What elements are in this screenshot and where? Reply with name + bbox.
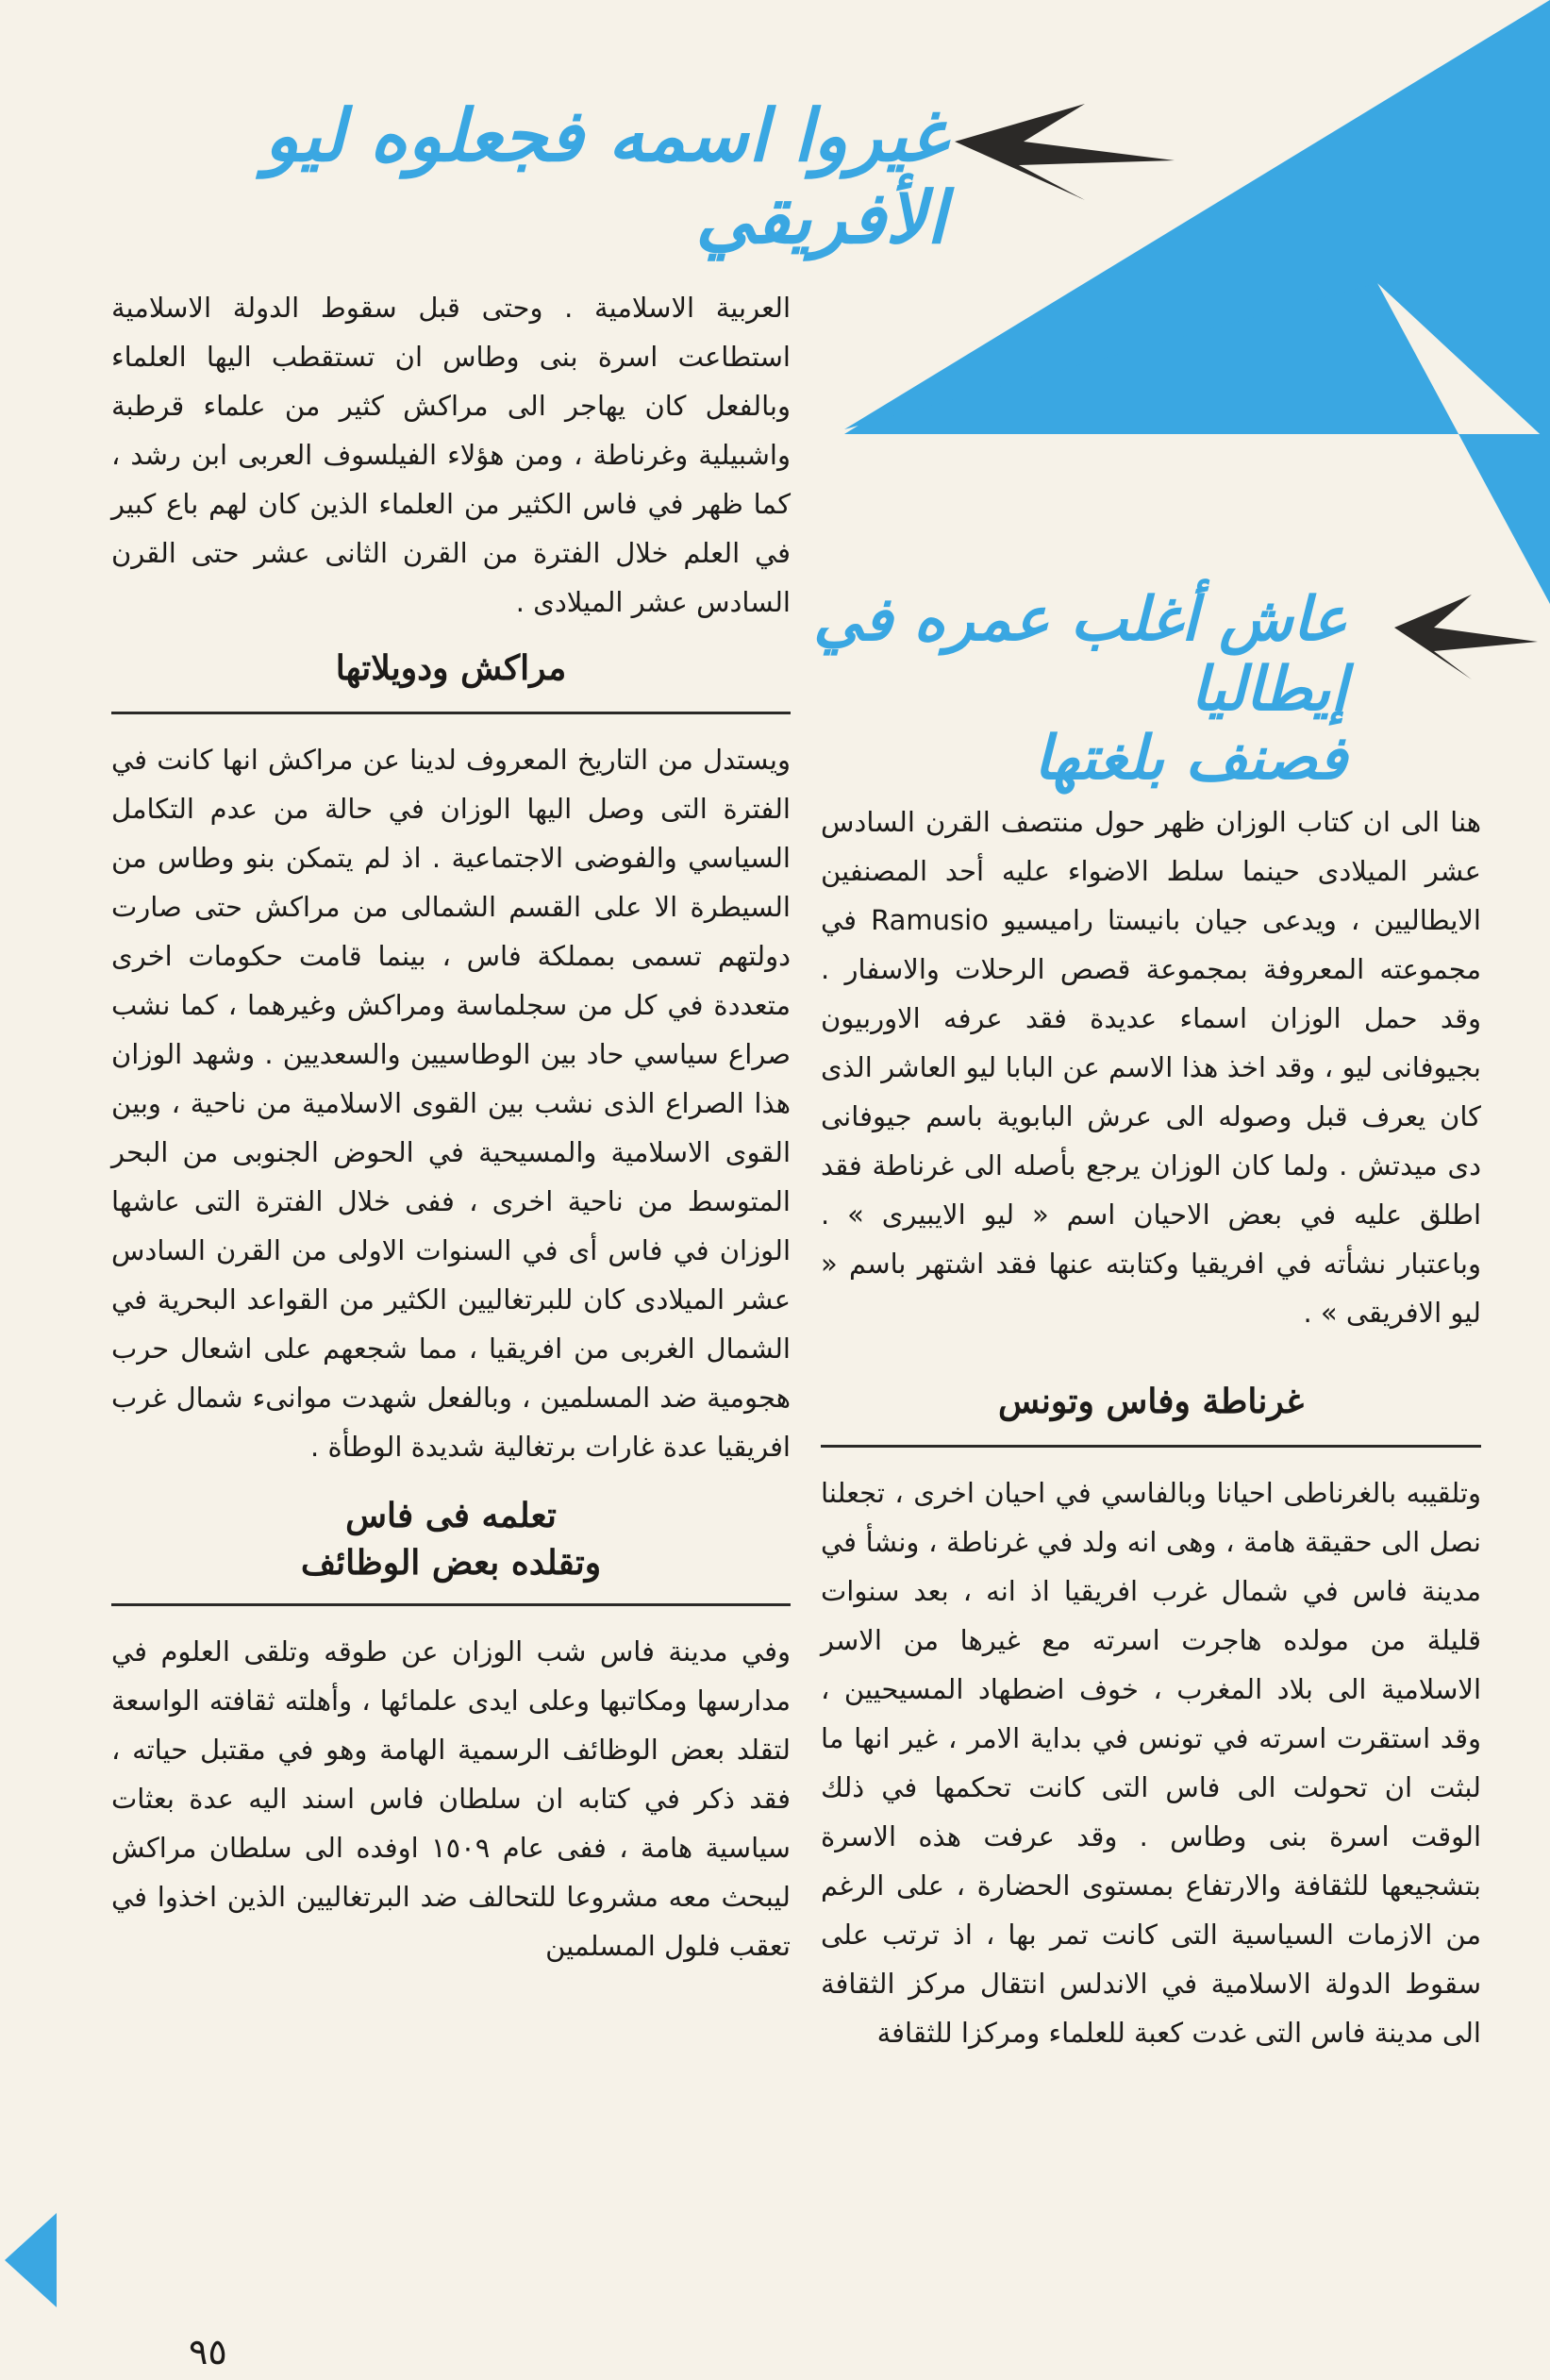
divider [111, 1603, 791, 1606]
left-paragraph-3: وفي مدينة فاس شب الوزان عن طوقه وتلقى العلوم في مدارسها ومكاتبها وعلى ايدى علمائها ، وأهلته ثقافته الواسعة لتقلد بعض الوظائف الرسمية الهامة وهو في مقتبل حياته ، فقد ذكر في كتابه ان سلطان فاس اسند اليه عدة بعثات سياسية هامة ، ففى عام ١٥٠٩ اوفده الى سلطان مراكش ليبحث معه مشروعا للتحالف ضد البرتغاليين الذين اخذوا في تعقب فلول المسلمين [111, 1635, 791, 1962]
left-column [111, 283, 791, 1970]
main-headline: غيروا اسمه فجعلوه ليو الأفريقي [264, 93, 946, 260]
side-headline [696, 585, 1347, 794]
subheading-granada: غرناطة وفاس وتونس [997, 1382, 1305, 1421]
page-number: ٩٥ [189, 2331, 227, 2372]
side-headline-line2: فصنف بلغتها [1033, 723, 1347, 795]
right-column [821, 797, 1481, 2057]
arrow-pointer-top-icon [955, 104, 1175, 200]
subheading-education-line1: تعلمه فى فاس [345, 1496, 557, 1535]
left-paragraph-1: العربية الاسلامية . وحتى قبل سقوط الدولة الاسلامية استطاعت اسرة بنى وطاس ان تستقطب اليها العلماء وبالفعل كان يهاجر الى مراكش كثير من علماء قرطبة واشبيلية وغرناطة ، ومن هؤلاء الفيلسوف العربى ابن رشد ، كما ظهر في فاس الكثير من العلماء الذين كان لهم باع كبير في العلم خلال الفترة من القرن الثانى عشر حتى القرن السادس عشر الميلادى . [111, 292, 791, 618]
subheading-education [111, 1492, 791, 1586]
arrow-pointer-side-icon [1394, 595, 1538, 679]
subheading-education-line2: وتقلده بعض الوظائف [300, 1543, 602, 1583]
divider [821, 1445, 1481, 1448]
right-paragraph-1: هنا الى ان كتاب الوزان ظهر حول منتصف القرن السادس عشر الميلادى حينما سلط الاضواء عليه أحد المصنفين الايطاليين ، ويدعى جيان بانيستا راميسيو Ramusio في مجموعته المعروفة بمجموعة قصص الرحلات والاسفار . وقد حمل الوزان اسماء عديدة فقد عرفه الاوربيون بجيوفانى ليو ، وقد اخذ هذا الاسم عن البابا ليو العاشر الذى كان يعرف قبل وصوله الى عرش البابوية باسم جيوفانى دى ميدتش . ولما كان الوزان يرجع بأصله الى غرناطة فقد اطلق عليه في بعض الاحيان اسم « ليو الايبيرى » . وباعتبار نشأته في افريقيا وكتابته عنها فقد اشتهر باسم « ليو الافريقى » . [821, 806, 1481, 1329]
divider [111, 712, 791, 714]
blue-corner-triangle-icon [5, 2213, 57, 2307]
subheading-marrakesh: مراكش ودويلاتها [335, 648, 567, 688]
side-headline-line1: عاش أغلب عمره في إيطاليا [813, 584, 1347, 725]
left-paragraph-2: ويستدل من التاريخ المعروف لدينا عن مراكش انها كانت في الفترة التى وصل اليها الوزان في حالة من عدم التكامل السياسي والفوضى الاجتماعية . اذ لم يتمكن بنو وطاس من السيطرة الا على القسم الشمالى من مراكش حتى صارت دولتهم تسمى بمملكة فاس ، بينما قامت حكومات اخرى متعددة في كل من سجلماسة ومراكش وغيرهما ، كما نشب صراع سياسي حاد بين الوطاسيين والسعديين . وشهد الوزان هذا الصراع الذى نشب بين القوى الاسلامية من ناحية ، وبين القوى الاسلامية والمسيحية في الحوض الجنوبى من البحر المتوسط من ناحية اخرى ، ففى خلال الفترة التى عاشها الوزان في فاس أى في السنوات الاولى من القرن السادس عشر الميلادى كان للبرتغاليين الكثير من القواعد البحرية في الشمال الغربى من افريقيا ، مما شجعهم على اشعال حرب هجومية ضد المسلمين ، وبالفعل شهدت موانىء شمال غرب افريقيا عدة غارات برتغالية شديدة الوطأة . [111, 744, 791, 1463]
right-paragraph-2: وتلقيبه بالغرناطى احيانا وبالفاسي في احيان اخرى ، تجعلنا نصل الى حقيقة هامة ، وهى انه ولد في غرناطة ، ونشأ في مدينة فاس في شمال غرب افريقيا اذ انه ، بعد سنوات قليلة من مولده هاجرت اسرته مع غيرها من الاسر الاسلامية الى بلاد المغرب ، خوف اضطهاد المسيحيين ، وقد استقرت اسرته في تونس في بداية الامر ، غير انها ما لبثت ان تحولت الى فاس التى كانت تحكمها في ذلك الوقت اسرة بنى وطاس . وقد عرفت هذه الاسرة بتشجيعها للثقافة والارتفاع بمستوى الحضارة ، على الرغم من الازمات السياسية التى كانت تمر بها ، اذ ترتب على سقوط الدولة الاسلامية في الاندلس انتقال مركز الثقافة الى مدينة فاس التى غدت كعبة للعلماء ومركزا للثقافة [821, 1477, 1481, 2049]
